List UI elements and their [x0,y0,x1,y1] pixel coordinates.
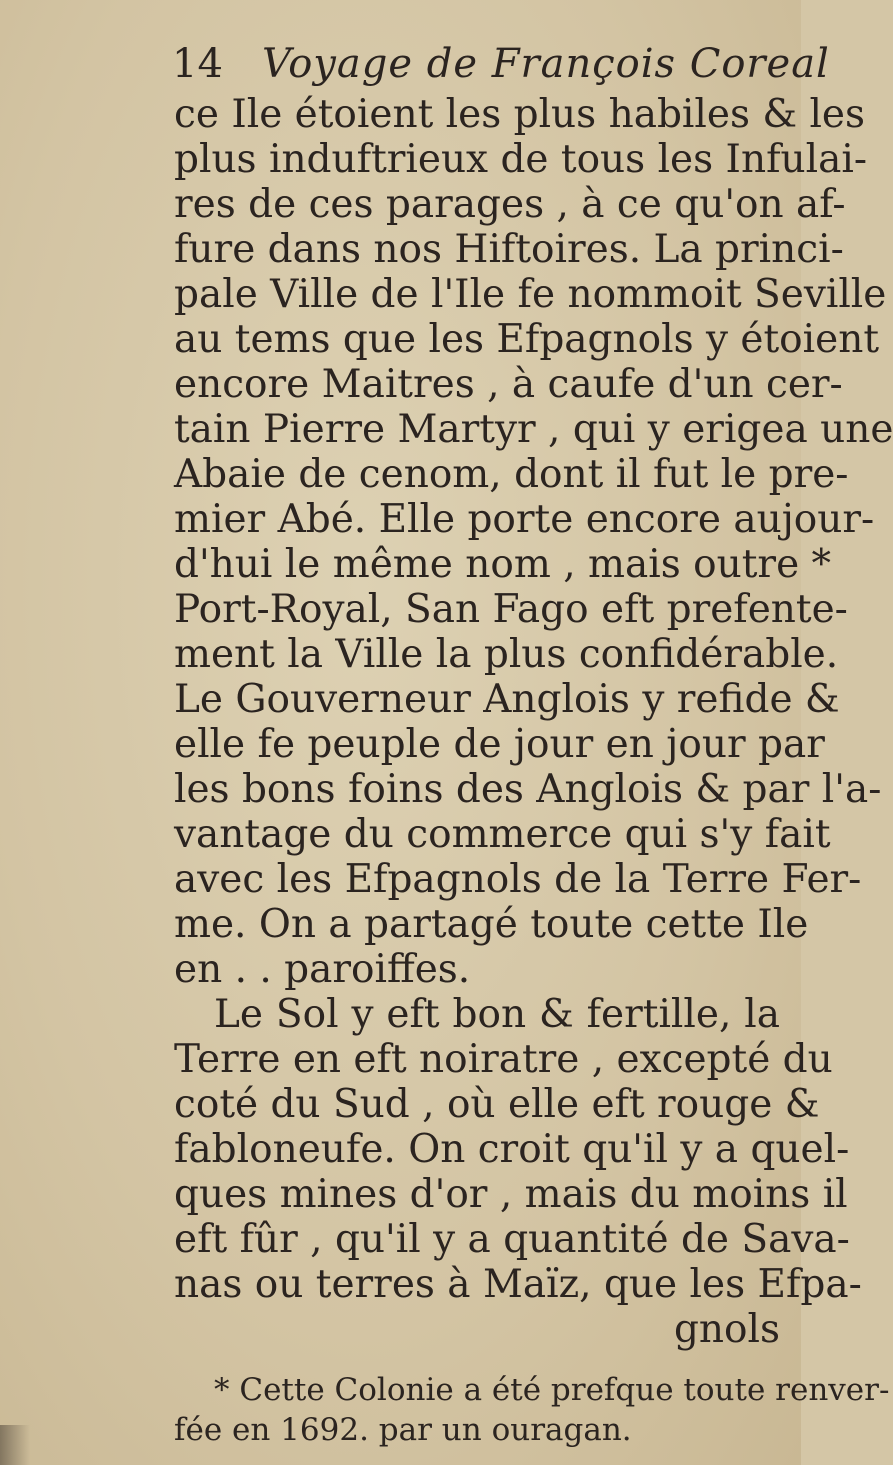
text-line: au tems que les Efpagnols y étoient [174,317,880,362]
text-line: ce Ile étoient les plus habiles & les [174,92,866,137]
text-line: ques mines d'or , mais du moins il [174,1172,848,1217]
running-title: Voyage de François Coreal [262,41,830,87]
text-line: plus induftrieux de tous les Infulai- [174,137,867,182]
text-line: tain Pierre Martyr , qui y erigea une [174,407,893,452]
footnote-line: fée en 1692. par un ouragan. [174,1412,632,1448]
page-edge-shadow [0,1425,30,1465]
text-line: Abaie de cenom, dont il fut le pre- [174,452,849,497]
text-line: encore Maitres , à caufe d'un cer- [174,362,843,407]
text-line: elle fe peuple de jour en jour par [174,722,825,767]
text-line: res de ces parages , à ce qu'on af- [174,182,846,227]
page-number: 14 [172,41,223,87]
text-line: avec les Efpagnols de la Terre Fer- [174,857,862,902]
footnote-line: * Cette Colonie a été prefque toute renver- [214,1372,890,1408]
text-line: Port-Royal, San Fago eft prefente- [174,587,848,632]
text-line: Le Sol y eft bon & fertille, la [214,992,780,1037]
text-line: d'hui le même nom , mais outre * [174,542,832,587]
text-line: pale Ville de l'Ile fe nommoit Seville [174,272,887,317]
text-line: ment la Ville la plus confidérable. [174,632,839,677]
text-line: Terre en eft noiratre , excepté du [174,1037,833,1082]
text-line: nas ou terres à Maïz, que les Efpa- [174,1262,862,1307]
text-line: coté du Sud , où elle eft rouge & [174,1082,820,1127]
text-line: fabloneufe. On croit qu'il y a quel- [174,1127,850,1172]
text-line: Le Gouverneur Anglois y refide & [174,677,840,722]
page-header [172,38,830,90]
text-line: en . . paroiffes. [174,947,471,992]
text-line: fure dans nos Hiftoires. La princi- [174,227,844,272]
text-line: mier Abé. Elle porte encore aujour- [174,497,875,542]
text-line: eft fûr , qu'il y a quantité de Sava- [174,1217,850,1262]
text-line: les bons foins des Anglois & par l'a- [174,767,882,812]
text-line: vantage du commerce qui s'y fait [174,812,831,857]
catchword: gnols [673,1307,780,1352]
text-line: me. On a partagé toute cette Ile [174,902,809,947]
